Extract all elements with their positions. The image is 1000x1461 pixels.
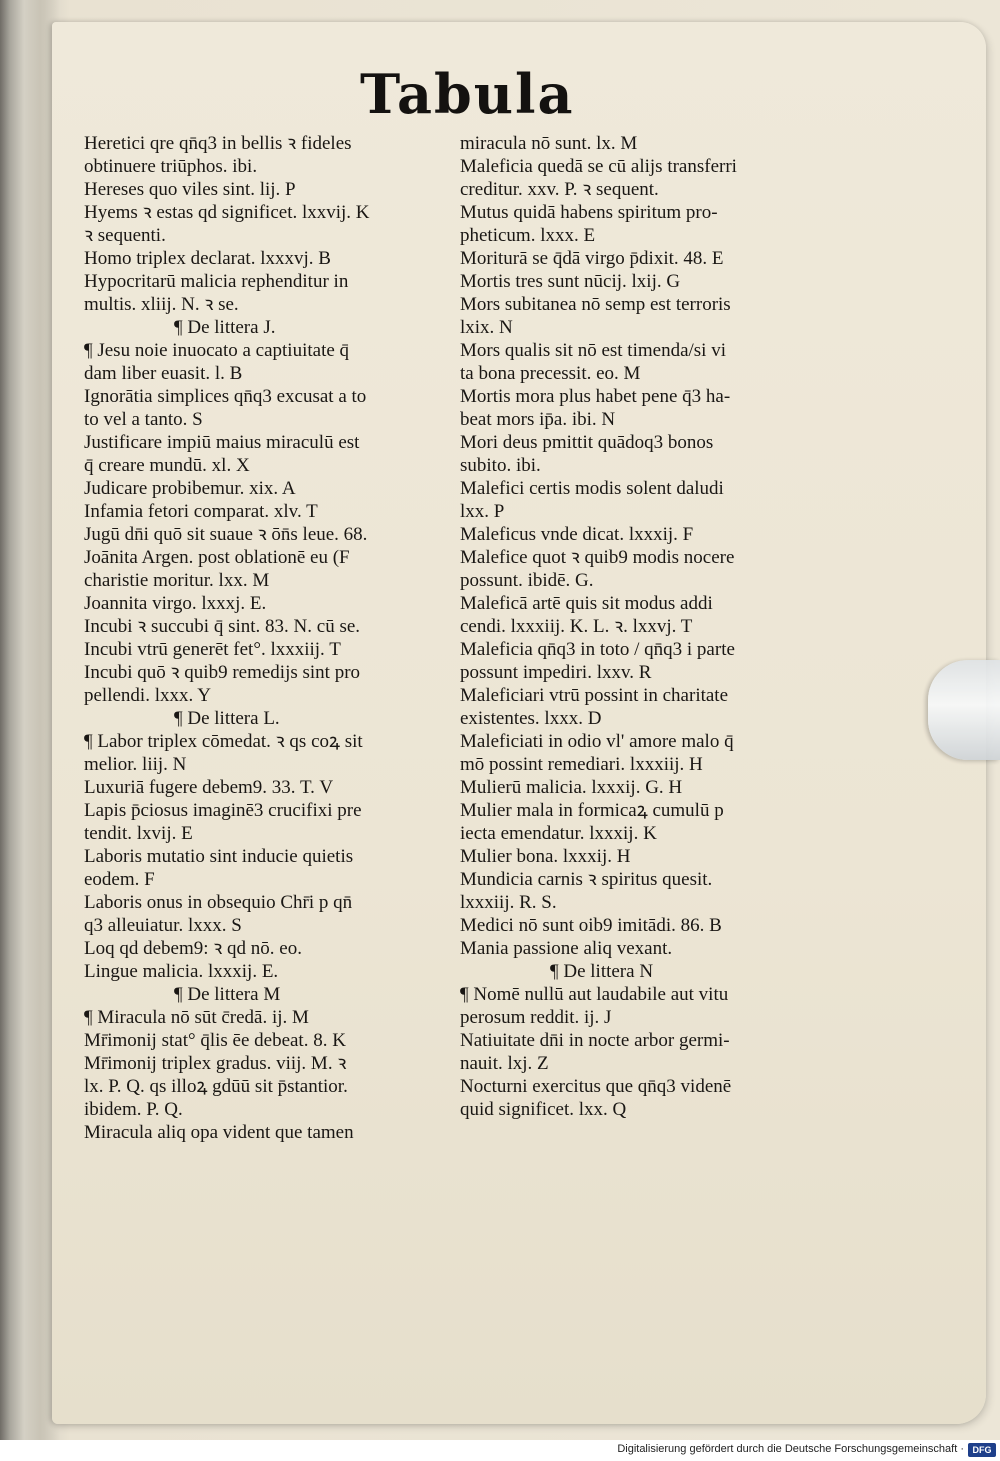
index-entry-line: iecta emendatur. lxxxij. K [460,823,657,844]
index-entry-line: ta bona precessit. eo. M [460,363,641,384]
index-entry-line: Justificare impiū maius miraculū est [84,432,360,453]
index-entry-line: Lapis p̄ciosus imaginē3 crucifixi pre [84,800,362,821]
index-entry-line: Moriturā se q̄dā virgo p̄dixit. 48. E [460,248,724,269]
index-entry-line: Mori deus pmittit quādoq3 bonos [460,432,714,453]
index-entry-line: Judicare probibemur. xix. A [84,478,296,499]
index-entry-line: q3 alleuiatur. lxxx. S [84,915,242,936]
index-entry-line: ibidem. P. Q. [84,1099,183,1120]
index-entry-line: Incubi vtrū generēt fet°. lxxxiij. T [84,639,341,660]
index-entry-line: to vel a tanto. S [84,409,203,430]
index-entry-line: beat mors ip̄a. ibi. N [460,409,616,430]
index-entry-line: Mors subitanea nō semp est terroris [460,294,731,315]
index-entry-line: Mortis tres sunt nūcij. lxij. G [460,271,681,292]
index-entry-line: miracula nō sunt. lx. M [460,133,638,154]
index-entry-line: Mulier mala in formicaꝝ cumulū p [460,800,724,821]
index-entry-line: pheticum. lxxx. E [460,225,596,246]
index-entry-line: melior. liij. N [84,754,187,775]
index-entry-line: lxix. N [460,317,513,338]
index-entry-line: ꝛ sequenti. [84,225,166,246]
index-entry-line: Laboris onus in obsequio Chr̄i p qn̄ [84,892,353,913]
index-entry-line: Ignorātia simplices qn̄q3 excusat a to [84,386,367,407]
index-entry-line: Jugū dn̄i quō sit suaue ꝛ ōn̄s leue. 68. [84,524,368,545]
index-entry-line: multis. xliij. N. ꝛ se. [84,294,239,315]
index-entry-line: possunt impediri. lxxv. R [460,662,652,683]
funding-credit: Digitalisierung gefördert durch die Deutsche Forschungsgemeinschaft · [617,1443,964,1455]
index-entry-line: ¶ Nomē nullū aut laudabile aut vitu [460,984,729,1005]
index-entry-line: Mutus quidā habens spiritum pro- [460,202,718,223]
index-entry-line: Hyems ꝛ estas qd significet. lxxvij. K [84,202,370,223]
index-entry-line: Mundicia carnis ꝛ spiritus quesit. [460,869,713,890]
index-entry-line: Medici nō sunt oib9 imitādi. 86. B [460,915,722,936]
index-entry-line: subito. ibi. [460,455,541,476]
index-entry-line: perosum reddit. ij. J [460,1007,612,1028]
index-entry-line: Heretici qre qn̄q3 in bellis ꝛ fideles [84,133,352,154]
index-entry-line: Homo triplex declarat. lxxxvj. B [84,248,331,269]
index-entry-line: Maleficiari vtrū possint in charitate [460,685,729,706]
index-entry-line: Maleficus vnde dicat. lxxxij. F [460,524,694,545]
index-entry-line: mō possint remediari. lxxxiij. H [460,754,703,775]
index-entry-line: Maleficia qn̄q3 in toto / qn̄q3 i parte [460,639,735,660]
index-entry-line: Maleficiati in odio vl' amore malo q̄ [460,731,734,752]
index-entry-line: Hereses quo viles sint. lij. P [84,179,296,200]
index-entry-line: Mania passione aliq vexant. [460,938,673,959]
index-entry-line: Maleficia quedā se cū alijs transferri [460,156,737,177]
index-entry-line: cendi. lxxxiij. K. L. ꝛ. lxxvj. T [460,616,693,637]
index-entry-line: Incubi quō ꝛ quib9 remedijs sint pro [84,662,361,683]
index-entry-line: Nocturni exercitus que qn̄q3 videnē [460,1076,732,1097]
index-entry-line: Luxuriā fugere debem9. 33. T. V [84,777,334,798]
index-entry-line: ¶ Miracula nō sūt c̄redā. ij. M [84,1007,309,1028]
index-entry-line: lx. P. Q. qs illoꝝ gdūū sit p̄stantior. [84,1076,348,1097]
index-entry-line: lxxxiij. R. S. [460,892,557,913]
page-title: Tabula [360,62,575,126]
index-entry-line: q̄ creare mundū. xl. X [84,455,250,476]
index-entry-line: pellendi. lxxx. Y [84,685,211,706]
index-entry-line: Joannita virgo. lxxxj. E. [84,593,267,614]
index-entry-line: Infamia fetori comparat. xlv. T [84,501,318,522]
index-entry-line: nauit. lxj. Z [460,1053,549,1074]
section-heading: ¶ De littera M [174,984,281,1005]
page-clip [928,660,1000,760]
section-heading: ¶ De littera L. [174,708,280,729]
index-entry-line: eodem. F [84,869,155,890]
index-entry-line: creditur. xxv. P. ꝛ sequent. [460,179,659,200]
section-heading: ¶ De littera J. [174,317,276,338]
index-entry-line: Malefici certis modis solent daludi [460,478,724,499]
index-entry-line: Mulierū malicia. lxxxij. G. H [460,777,683,798]
index-entry-line: Mr̄imonij stat° q̄lis ēe debeat. 8. K [84,1030,346,1051]
index-entry-line: quid significet. lxx. Q [460,1099,627,1120]
index-entry-line: Loq qd debem9: ꝛ qd nō. eo. [84,938,302,959]
index-entry-line: Maleficā artē quis sit modus addi [460,593,713,614]
index-entry-line: ¶ Labor triplex cōmedat. ꝛ qs coꝝ sit [84,731,363,752]
index-entry-line: existentes. lxxx. D [460,708,602,729]
index-entry-line: Malefice quot ꝛ quib9 modis nocere [460,547,735,568]
book-gutter [0,0,60,1440]
index-entry-line: Mors qualis sit nō est timenda/si vi [460,340,726,361]
index-entry-line: Incubi ꝛ succubi q̄ sint. 83. N. cū se. [84,616,361,637]
section-heading: ¶ De littera N [550,961,654,982]
right-column [460,132,818,1121]
index-entry-line: possunt. ibidē. G. [460,570,594,591]
index-entry-line: Hypocritarū malicia rephenditur in [84,271,349,292]
index-entry-line: Miracula aliq opa vident que tamen [84,1122,354,1143]
index-entry-line: dam liber euasit. l. B [84,363,243,384]
index-entry-line: lxx. P [460,501,505,522]
index-entry-line: Mulier bona. lxxxij. H [460,846,631,867]
index-entry-line: Natiuitate dn̄i in nocte arbor germi- [460,1030,730,1051]
index-entry-line: charistie moritur. lxx. M [84,570,270,591]
dfg-logo-icon: DFG [968,1443,996,1457]
index-entry-line: Mortis mora plus habet pene q̄3 ha- [460,386,731,407]
index-entry-line: tendit. lxvij. E [84,823,193,844]
index-entry-line: Laboris mutatio sint inducie quietis [84,846,354,867]
index-entry-line: Joānita Argen. post oblationē eu (F [84,547,350,568]
index-entry-line: obtinuere triūphos. ibi. [84,156,258,177]
index-entry-line: ¶ Jesu noie inuocato a captiuitate q̄ [84,340,350,361]
index-entry-line: Lingue malicia. lxxxij. E. [84,961,279,982]
left-column [84,132,458,1144]
index-entry-line: Mr̄imonij triplex gradus. viij. M. ꝛ [84,1053,347,1074]
